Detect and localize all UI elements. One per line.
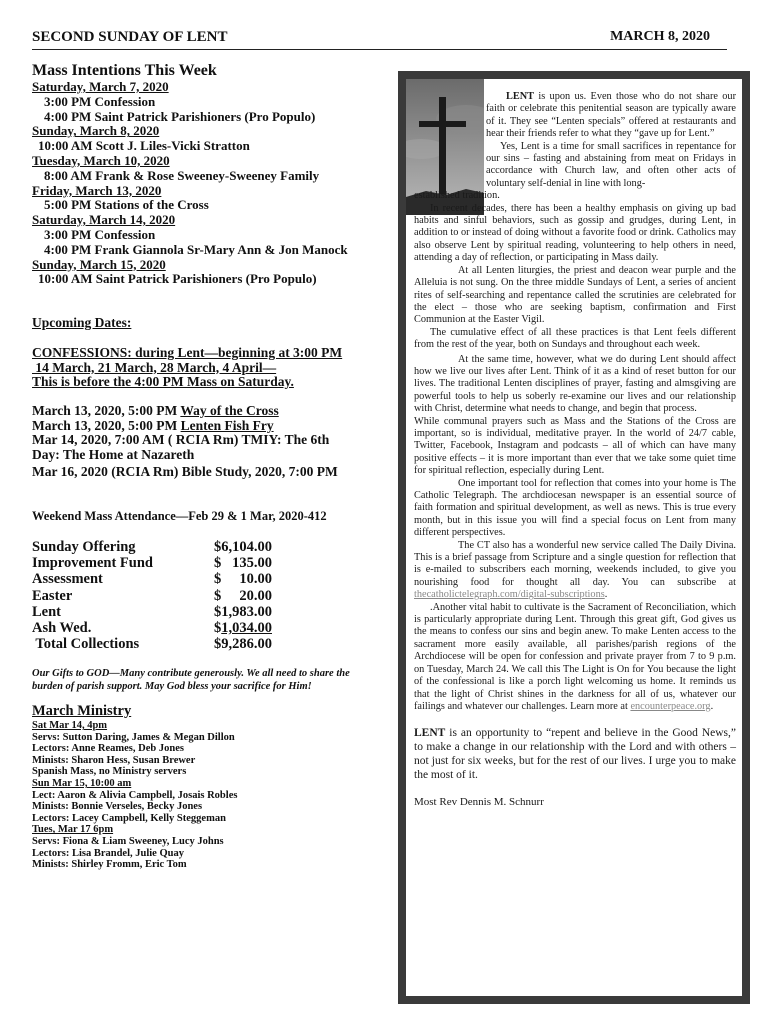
finance-currency: $ [214,555,222,572]
date-line [32,404,372,419]
ministry-assignment: Lectors: Lisa Brandel, Julie Quay [32,847,184,859]
ministry-list [32,720,392,871]
signature: Most Rev Dennis M. Schnurr [414,796,544,809]
finance-amount: 10.00 [239,571,272,588]
letter-paragraph: Yes, Lent is a time for small sacrifices in repentance for our sins – fasting and abstaining from meat on Fridays in accordance with Church law, and often other acts of voluntary self-denial in line with long- [486,140,736,189]
finance-row [32,555,332,571]
finance-row [32,571,332,587]
encounterpeace-link[interactable]: encounterpeace.org [630,700,711,712]
finance-currency: $ [214,539,222,555]
fish-fry-link[interactable]: Lenten Fish Fry [180,417,274,433]
ministry-assignment: Minists: Shirley Fromm, Eric Tom [32,859,187,871]
finance-row [32,636,332,652]
finance-label: Sunday Offering [32,539,136,555]
way-of-cross-link[interactable]: Way of the Cross [180,403,279,418]
letter-paragraph: While communal prayers such as Mass and the Stations of the Cross are important, so is individual, meditative prayer. In the world of 24/7 cable, Twitter, Facebook, Instagram and podcasts – all of which can have many positive effects – it is more important than ever that we take some quiet time for spiritual reflection, especially during Lent. [414,415,736,477]
digital-subscriptions-link[interactable]: thecatholictelegraph.com/digital-subscriptions [414,589,605,601]
finance-amount: 20.00 [239,587,272,604]
dates-block [32,404,372,480]
finance-table [32,539,332,652]
date-text: March 13, 2020, 5:00 PM [32,417,181,433]
confessions-line: 14 March, 21 March, 28 March, 4 April— [32,359,277,375]
finance-amount: 9,286.00 [221,636,272,653]
mass-day-heading: Sunday, March 15, 2020 [32,256,166,272]
ministry-block [32,703,392,871]
mass-intention: 3:00 PM Confession [44,93,156,109]
finance-label: Assessment [32,571,103,588]
mass-day-heading: Saturday, March 14, 2020 [32,212,176,228]
date-line [32,419,372,434]
date-text: March 13, 2020, 5:00 PM [32,403,181,418]
letter-paragraph: The cumulative effect of all these practices is that Lent feels different from the rest of the year, both on Sundays and throughout each week. [414,326,736,351]
letter-paragraph: established tradition. [414,190,500,202]
finance-currency: $ [214,603,222,620]
closing-lead: LENT [414,727,446,740]
attendance-line: Weekend Mass Attendance—Feb 29 & 1 Mar, 2020-412 [32,509,327,523]
date-line: Day: The Home at Nazareth [32,446,195,462]
mass-intention: 10:00 AM Scott J. Liles-Vicki Stratton [38,138,250,154]
confessions-line: CONFESSIONS: during Lent—beginning at 3:00 PM [32,345,343,360]
finance-amount: 1,034.00 [221,619,272,636]
letter-paragraph: At all Lenten liturgies, the priest and deacon wear purple and the Alleluia is not sung. On the three middle Sundays of Lent, a series of ancient rites of self-searching and repentance called the scrutinies are celebrated for the elect – those who are seeking baptism, confirmation and First Communion at the Easter Vigil. [414,264,736,326]
mass-day-heading: Friday, March 13, 2020 [32,182,162,198]
letter-paragraph: .Another vital habit to cultivate is the Sacrament of Reconciliation, which is particularly appropriate during Lent. Through this great gift, God gives us the means to confess our sins and begin anew. To make Lenten access to the sacrament more easily available, all parishes/parish regions of the Archdiocese will be open for confession and private prayer from 7 to 9 p.m. on Tuesday, March 24. We call this The Light is On for You because the light of the confessional is like a porch light welcoming us home. It reminds us that the light of Christ shines in the darkness for all of us, whatever our failings and whatever our challenges. Learn more at [414,601,736,712]
page-header [32,29,727,49]
letter-paragraph: One important tool for reflection that comes into your home is The Catholic Telegraph. The archdiocesan newspaper is an essential source of faith formation and spiritual development, as well as news. This is true every month, but in this issue you will find a special focus on Lent from many different perspectives. [414,477,736,539]
ministry-date-heading: Tues, Mar 17 6pm [32,824,114,836]
finance-label: Ash Wed. [32,619,92,636]
lent-letter-box [398,71,750,1004]
mass-day-heading: Tuesday, March 10, 2020 [32,152,170,168]
confessions-block [32,346,372,390]
mass-intention: 5:00 PM Stations of the Cross [44,197,209,213]
finance-row [32,539,332,555]
left-column [32,58,397,871]
finance-amount: 135.00 [232,555,272,572]
finance-currency: $ [214,619,222,636]
ministry-assignment: Lectors: Lacey Campbell, Kelly Steggeman [32,812,226,824]
ministry-assignment: Lect: Aaron & Alivia Campbell, Josais Robles [32,789,238,801]
mass-day-heading: Sunday, March 8, 2020 [32,123,160,139]
finance-row [32,588,332,604]
ministry-assignment: Lectors: Anne Reames, Deb Jones [32,743,184,755]
letter-lead: LENT [506,91,535,102]
mass-intention: 10:00 AM Saint Patrick Parishioners (Pro Populo) [38,271,317,287]
mass-intention: 4:00 PM Frank Giannola Sr-Mary Ann & Jon Manock [44,241,348,257]
date-line: Mar 14, 2020, 7:00 AM ( RCIA Rm) TMIY: The 6th [32,432,330,447]
finance-label: Improvement Fund [32,555,153,572]
ministry-assignment: Minists: Bonnie Verseles, Becky Jones [32,801,203,813]
ministry-date-heading: Sun Mar 15, 10:00 am [32,777,132,789]
finance-row [32,604,332,620]
finance-label: Easter [32,587,73,604]
mass-intention: 3:00 PM Confession [44,226,156,242]
date-line: Mar 16, 2020 (RCIA Rm) Bible Study, 2020, 7:00 PM [32,464,338,479]
letter-paragraph: At the same time, however, what we do during Lent should affect how we live our lives after Lent. Think of it as a kind of reset button for our lives. The traditional Lenten disciplines of prayer, fasting and almsgiving are powerful tools to help us soberly re-examine our lives and our relationship with Christ, determine what needs to change, and begin that process. [414,353,736,415]
closing-paragraph: is an opportunity to “repent and believe in the Good News,” to make a change in our relationship with the Lord and with others – not just for six weeks, but for the rest of our lives. I urge you to make the most of it. [414,727,736,782]
ministry-title: March Ministry [32,703,132,719]
letter-punct: . [604,589,608,601]
gifts-note: Our Gifts to GOD—Many contribute generously. We all need to share the burden of parish support. May God bless your sacrifice for Him! [32,668,350,692]
finance-label: Total Collections [32,636,140,653]
ministry-assignment: Servs: Fiona & Liam Sweeney, Lucy Johns [32,835,224,847]
mass-day-heading: Saturday, March 7, 2020 [32,79,169,94]
letter-paragraph: is upon us. Even those who do not share our faith or celebrate this penitential season are typically aware of it. They see “Lenten specials” offered at restaurants and hear their friends refer to what they “gave up for Lent.” [486,91,736,140]
finance-currency: $ [214,571,222,588]
ministry-assignment: Servs: Sutton Daring, James & Megan Dillon [32,731,235,743]
finance-amount: 1,983.00 [221,603,272,620]
mass-intention: 8:00 AM Frank & Rose Sweeney-Sweeney Family [44,167,320,183]
letter-paragraph: In recent decades, there has been a healthy emphasis on giving up bad habits and sinful behaviors, such as gossip and grudges, during Lent, in addition to or instead of doing without a favorite food or drink. Catholics may also observe Lent by spiritual reading, volunteering to help others in need, attending a day of reflection, or participating in Mass daily. [414,202,736,264]
finance-currency: $ [214,636,222,653]
letter-punct: . [710,700,714,712]
ministry-date-heading: Sat Mar 14, 4pm [32,720,108,731]
upcoming-dates-title: Upcoming Dates: [32,315,132,330]
letter-paragraph: The CT also has a wonderful new service called The Daily Divina. This is a brief passage from Scripture and a single question for reflection that is e-mailed to subscribers each morning, weekends included, to give you nourishing food for thought all day. You can subscribe at [414,539,736,588]
header-rule [32,49,727,50]
finance-label: Lent [32,603,61,620]
finance-amount: 6,104.00 [221,539,272,555]
ministry-assignment: Spanish Mass, no Ministry servers [32,766,187,778]
mass-intentions-list [32,80,397,287]
finance-currency: $ [214,587,222,604]
mass-intention: 4:00 PM Saint Patrick Parishioners (Pro Populo) [44,108,316,124]
ministry-assignment: Minists: Sharon Hess, Susan Brewer [32,754,196,766]
header-date: MARCH 8, 2020 [610,29,710,44]
finance-row [32,620,332,636]
header-title: SECOND SUNDAY OF LENT [32,29,228,45]
mass-intentions-title: Mass Intentions This Week [32,62,217,79]
letter-text [414,91,736,809]
confessions-line: This is before the 4:00 PM Mass on Saturday. [32,374,294,389]
